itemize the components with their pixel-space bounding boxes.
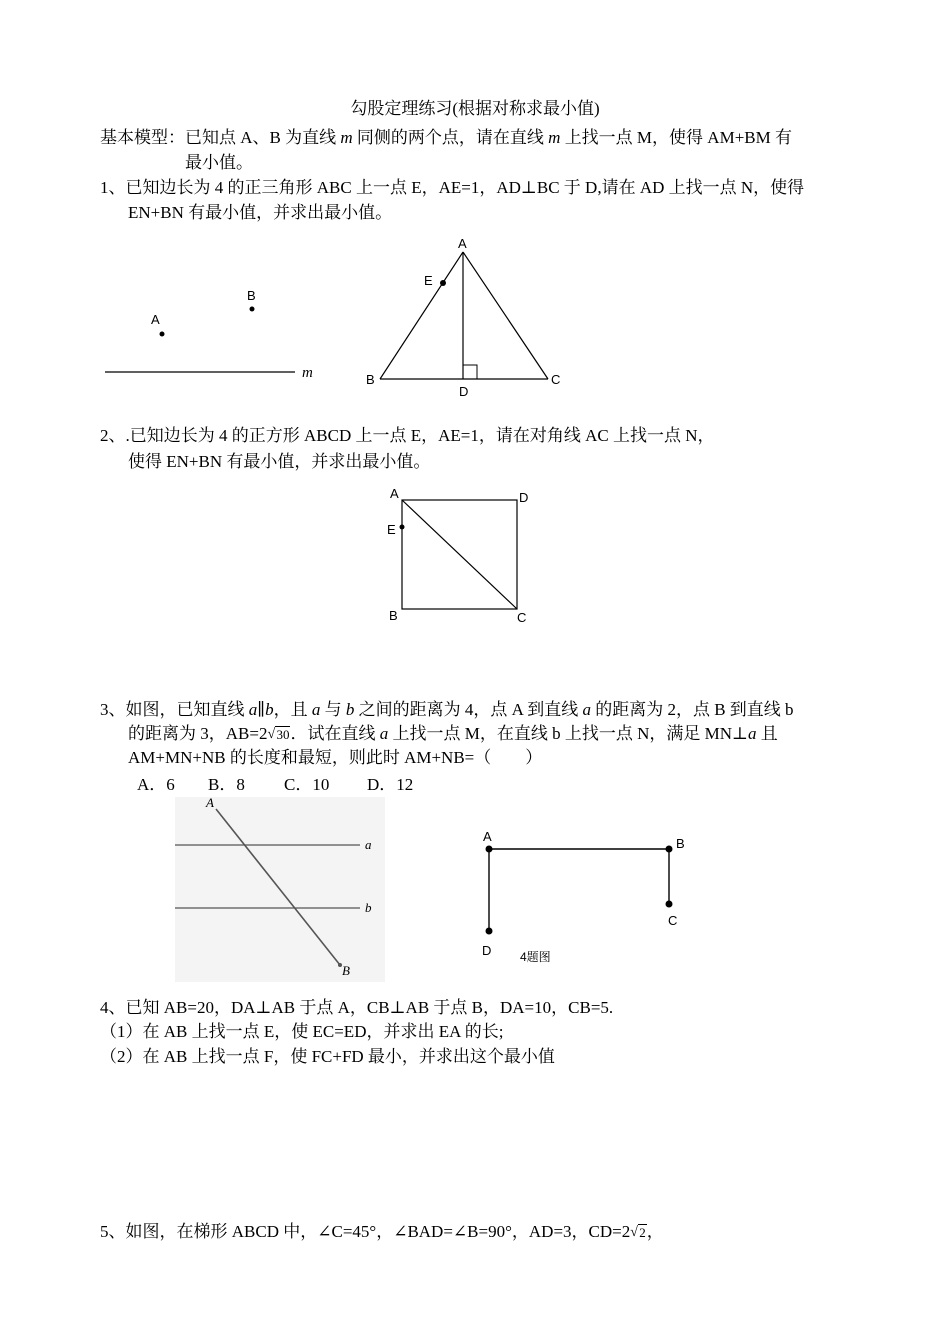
q4-part-1: （1）在 AB 上找一点 E，使 EC=ED，并求出 EA 的长; — [100, 1022, 504, 1041]
q1-line-1: 1、已知边长为 4 的正三角形 ABC 上一点 E，AE=1，AD⊥BC 于 D,请在 AD 上找一点 N，使得 — [100, 178, 805, 197]
q3-line-2: 的距离为 3，AB=2 √ 30．试在直线 a 上找一点 M，在直线 b 上找一点 N，满足 MN⊥a 且 — [128, 723, 778, 746]
q4-point-b — [666, 846, 673, 853]
model-line-2: 最小值。 — [185, 153, 253, 172]
q5-line-1: 5、如图，在梯形 ABCD 中，∠C=45°，∠BAD=∠B=90°，AD=3，CD=2 √ 2， — [100, 1221, 664, 1244]
triangle-label-e: E — [424, 273, 433, 288]
square-point-e — [400, 525, 405, 530]
model-figure — [95, 280, 335, 390]
label-line-a: a — [365, 837, 372, 852]
label-line-b: b — [365, 900, 372, 915]
option-a: A．6 — [137, 775, 175, 794]
model-label-b: B — [247, 288, 256, 303]
square-label-c: C — [517, 610, 527, 625]
triangle-point-e — [440, 280, 446, 286]
model-point-a — [160, 332, 165, 337]
model-label-m: m — [302, 365, 313, 381]
q4-label-b: B — [676, 836, 685, 851]
model-point-b — [250, 307, 255, 312]
q4-figure — [470, 825, 700, 970]
triangle-figure — [360, 232, 580, 402]
q4-figure-caption: 4题图 — [520, 950, 551, 964]
model-line-1: 基本模型：已知点 A、B 为直线 m 同侧的两个点，请在直线 m 上找一点 M，使得 AM+BM 有 — [100, 128, 792, 147]
q4-point-a — [486, 846, 493, 853]
square-diagonal-ac — [402, 500, 517, 609]
triangle-side-ac — [463, 252, 548, 379]
triangle-label-a: A — [458, 236, 467, 251]
option-c: C．10 — [284, 775, 330, 794]
q4-label-a: A — [483, 829, 492, 844]
square-label-d: D — [519, 490, 529, 505]
option-d: D．12 — [367, 775, 414, 794]
right-angle-mark — [463, 365, 477, 379]
q4-line-1: 4、已知 AB=20，DA⊥AB 于点 A，CB⊥AB 于点 B，DA=10，CB=5. — [100, 998, 614, 1017]
triangle-label-c: C — [551, 372, 561, 387]
sqrt-2: √ 2 — [630, 1225, 646, 1240]
q4-part-2: （2）在 AB 上找一点 F，使 FC+FD 最小，并求出这个最小值 — [100, 1047, 555, 1066]
q1-line-2: EN+BN 有最小值，并求出最小值。 — [128, 203, 393, 222]
model-label: 基本模型： — [100, 128, 185, 147]
sqrt-30: √ 30 — [267, 727, 290, 742]
parallel-lines-figure — [175, 797, 385, 982]
q4-point-c — [666, 901, 673, 908]
q3-line-1: 3、如图，已知直线 a∥b，且 a 与 b 之间的距离为 4，点 A 到直线 a 的距离为 2，点 B 到直线 b — [100, 700, 794, 719]
q2-line-2: 使得 EN+BN 有最小值，并求出最小值。 — [128, 452, 431, 471]
q2-line-1: 2、.已知边长为 4 的正方形 ABCD 上一点 E，AE=1，请在对角线 AC 上找一点 N， — [100, 426, 715, 445]
triangle-label-b: B — [366, 372, 375, 387]
q4-point-d — [486, 928, 493, 935]
q4-label-c: C — [668, 913, 678, 928]
q3-line-3: AM+MN+NB 的长度和最短，则此时 AM+NB=（ ） — [128, 748, 543, 767]
label-point-b: B — [342, 963, 350, 978]
square-figure — [380, 480, 540, 630]
model-label-a: A — [151, 312, 160, 327]
option-b: B．8 — [208, 775, 245, 794]
square-label-a: A — [390, 486, 399, 501]
page-title: 勾股定理练习(根据对称求最小值) — [350, 99, 600, 118]
triangle-label-d: D — [459, 384, 469, 399]
square-label-e: E — [387, 522, 396, 537]
label-point-a: A — [206, 797, 214, 810]
q4-label-d: D — [482, 943, 492, 958]
square-label-b: B — [389, 608, 398, 623]
triangle-side-ab — [380, 252, 463, 379]
